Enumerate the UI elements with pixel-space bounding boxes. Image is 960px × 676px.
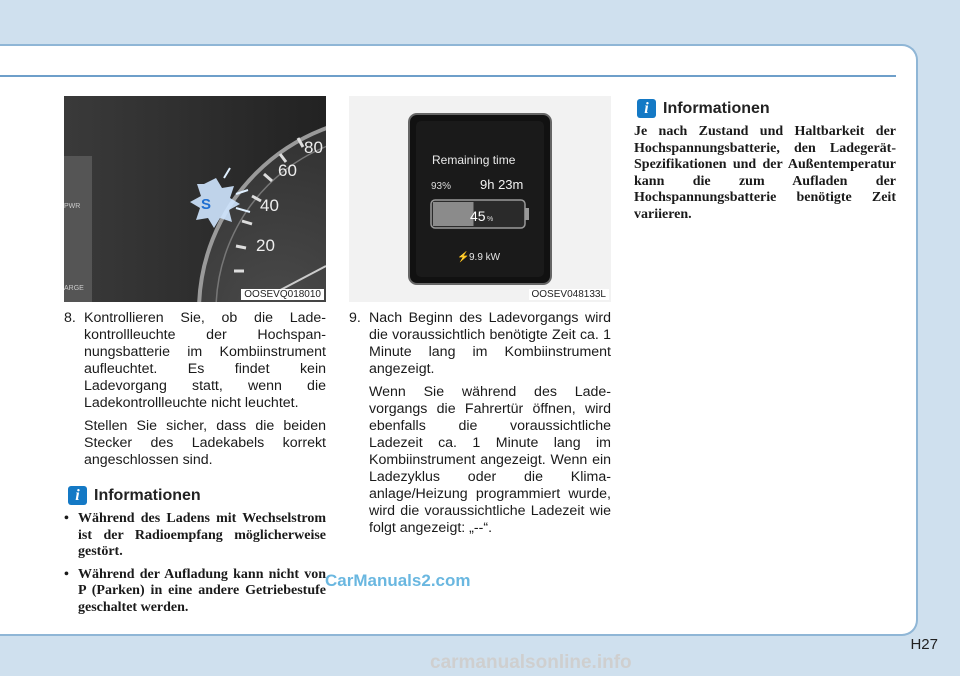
- figure-remaining-time: [349, 96, 611, 302]
- gauge-label-80: 80: [304, 138, 323, 157]
- footer-watermark: carmanualsonline.info: [430, 652, 632, 673]
- info-icon: i: [637, 99, 656, 118]
- display-illustration: [349, 96, 611, 302]
- step-9: [349, 310, 611, 537]
- display-title: Remaining time: [432, 153, 516, 167]
- figure-caption: OOSEV048133L: [529, 289, 610, 300]
- battery-fill: [433, 202, 474, 226]
- watermark: CarManuals2.com: [325, 571, 471, 590]
- step-text: Nach Beginn des Ladevorgangs wird die voraussichtlich benötigte Zeit ca. 1 Minute lang im Kombiinstrument angezeigt.: [369, 310, 611, 377]
- step-paragraph: Stellen Sie sicher, dass die beiden Stecker des Ladekabels korrekt angeschlossen sind.: [84, 418, 326, 468]
- info-icon: i: [68, 486, 87, 505]
- info-item: • Während der Aufladung kann nicht von P (Parken) in eine andere Getriebestufe geschaltet werden.: [64, 567, 326, 617]
- info-header: [637, 99, 770, 118]
- info-header: [68, 486, 201, 505]
- display-power: 9.9 kW: [469, 252, 501, 263]
- figure-caption: OOSEVQ018010: [241, 289, 324, 300]
- step-paragraph: Wenn Sie während des Lade-vorgangs die Fahrertür öffnen, wird ebenfalls die voraussichtliche Ladezeit ca. 1 Minute lang im Kombiinstrument angezeigt. Wenn ein Ladezyklus oder die Klima-anlage/Heizung programmiert wurde, wird die voraussichtliche Ladezeit wie folgt angezeigt: „--“.: [369, 384, 611, 536]
- figure-instrument-cluster: [64, 96, 326, 302]
- gauge-label-40: 40: [260, 196, 279, 215]
- step-text: Kontrollieren Sie, ob die Lade-kontrollleuchte der Hochspan-nungsbatterie im Kombiinstrument aufleuchtet. Es findet kein Ladevorgang statt, wenn die Ladekontrollleuchte nicht leuchtet.: [84, 310, 326, 411]
- info-title: Informationen: [94, 486, 201, 504]
- info-text: Je nach Zustand und Haltbarkeit der Hochspannungsbatterie, den Ladegerät-Spezifikationen und der Außentemperatur kann die zum Aufladen der Hochspannungsbatterie benötigte Zeit variieren.: [634, 124, 896, 222]
- gauge-label-60: 60: [278, 161, 297, 180]
- pwr-label: PWR: [64, 203, 81, 210]
- display-percent: 93%: [431, 181, 452, 192]
- info-title: Informationen: [663, 99, 770, 117]
- page-number: H27: [910, 636, 938, 653]
- step-number: 9.: [349, 310, 361, 326]
- step-number: 8.: [64, 310, 76, 326]
- battery-icon: [431, 200, 529, 228]
- battery-unit: %: [487, 216, 494, 223]
- cluster-illustration: [64, 96, 326, 302]
- lightning-icon: ⚡: [457, 252, 470, 263]
- info-list: [64, 511, 326, 622]
- info-item: • Während des Ladens mit Wechselstrom ist der Radioempfang möglicherweise gestört.: [64, 511, 326, 561]
- display-time: 9h 23m: [480, 177, 524, 192]
- gauge-label-20: 20: [256, 236, 275, 255]
- battery-value: 45: [470, 208, 486, 224]
- header-rule: [0, 75, 896, 77]
- svg-text:S: S: [201, 196, 212, 213]
- charge-label: ARGE: [64, 285, 84, 292]
- step-8: [64, 310, 326, 469]
